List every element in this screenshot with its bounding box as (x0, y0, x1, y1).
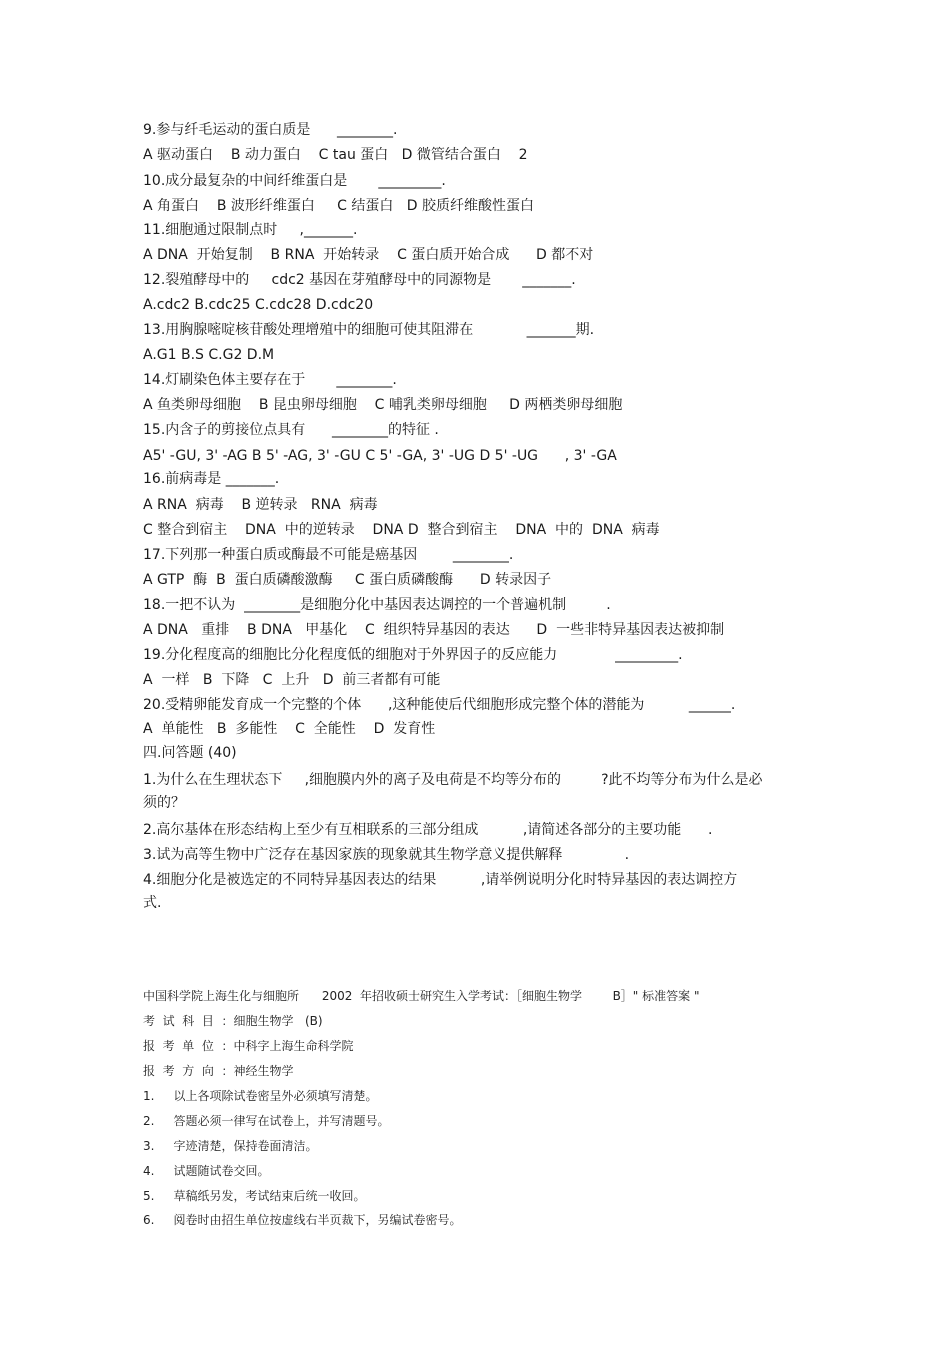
instruction-item: 5. 草稿纸另发，考试结束后统一收回。 (143, 1189, 366, 1203)
question-10: 10.成分最复杂的中间纤维蛋白是 _________. (143, 173, 446, 189)
instruction-item: 6. 阅卷时由招生单位按虚线右半页裁下，另编试卷密号。 (143, 1213, 462, 1227)
question-19-options: A 一样 B 下降 C 上升 D 前三者都有可能 (143, 672, 441, 688)
question-19: 19.分化程度高的细胞比分化程度低的细胞对于外界因子的反应能力 _________. (143, 647, 683, 663)
essay-question-2: 2.高尔基体在形态结构上至少有互相联系的三部分组成 ,请简述各部分的主要功能 . (143, 822, 713, 838)
essay-question-1: 1.为什么在生理状态下 ,细胞膜内外的离子及电荷是不均等分布的 ?此不均等分布为什么是必 (143, 772, 763, 788)
question-9-options: A 驱动蛋白 B 动力蛋白 C tau 蛋白 D 微管结合蛋白 2 (143, 147, 528, 163)
question-11-options: A DNA 开始复制 B RNA 开始转录 C 蛋白质开始合成 D 都不对 (143, 247, 594, 263)
exam-unit: 报 考 单 位 ：中科字上海生命科学院 (143, 1039, 354, 1053)
question-10-options: A 角蛋白 B 波形纤维蛋白 C 结蛋白 D 胶质纤维酸性蛋白 (143, 198, 534, 214)
question-13: 13.用胸腺嘧啶核苷酸处理增殖中的细胞可使其阻滞在 _______期. (143, 322, 595, 338)
question-20: 20.受精卵能发育成一个完整的个体 ,这种能使后代细胞形成完整个体的潜能为 ______. (143, 697, 736, 713)
instruction-item: 1. 以上各项除试卷密呈外必须填写清楚。 (143, 1089, 378, 1103)
question-17-options: A GTP 酶 B 蛋白质磷酸激酶 C 蛋白质磷酸酶 D 转录因子 (143, 572, 552, 588)
question-15-options: A5' -GU, 3' -AG B 5' -AG, 3' -GU C 5' -GA, 3' -UG D 5' -UG , 3' -GA (143, 448, 617, 464)
question-14-options: A 鱼类卵母细胞 B 昆虫卵母细胞 C 哺乳类卵母细胞 D 两栖类卵母细胞 (143, 397, 623, 413)
question-20-options: A 单能性 B 多能性 C 全能性 D 发育性 (143, 721, 436, 737)
essay-question-1-cont: 须的？ (143, 795, 185, 811)
exam-subject: 考 试 科 目 ：细胞生物学 (B) (143, 1014, 323, 1028)
essay-question-4: 4.细胞分化是被选定的不同特异基因表达的结果 ,请举例说明分化时特异基因的表达调控方 (143, 872, 738, 888)
question-15: 15.内含子的剪接位点具有 ________的特征 . (143, 422, 439, 438)
question-16-options-ab: A RNA 病毒 B 逆转录 RNA 病毒 (143, 497, 378, 513)
question-18-options: A DNA 重排 B DNA 甲基化 C 组织特异基因的表达 D 一些非特异基因表达被抑制 (143, 622, 725, 638)
question-16: 16.前病毒是 _______. (143, 471, 280, 487)
question-17: 17.下列那一种蛋白质或酶最不可能是癌基因 ________. (143, 547, 514, 563)
essay-question-4-cont: 式. (143, 895, 162, 911)
question-9: 9.参与纤毛运动的蛋白质是 ________. (143, 122, 398, 138)
instruction-item: 4. 试题随试卷交回。 (143, 1164, 270, 1178)
instruction-item: 3. 字迹清楚，保持卷面清洁。 (143, 1139, 318, 1153)
question-12: 12.裂殖酵母中的 cdc2 基因在芽殖酵母中的同源物是 _______. (143, 272, 576, 288)
instruction-item: 2. 答题必须一律写在试卷上，并写清题号。 (143, 1114, 390, 1128)
section-4-title: 四.问答题 (40) (143, 745, 237, 761)
question-13-options: A.G1 B.S C.G2 D.M (143, 347, 275, 363)
question-14: 14.灯刷染色体主要存在于 ________. (143, 372, 397, 388)
essay-question-3: 3.试为高等生物中广泛存在基因家族的现象就其生物学意义提供解释 . (143, 847, 630, 863)
exam-direction: 报 考 方 向 ：神经生物学 (143, 1064, 294, 1078)
question-16-options-cd: C 整合到宿主 DNA 中的逆转录 DNA D 整合到宿主 DNA 中的 DNA 病毒 (143, 522, 660, 538)
question-11: 11.细胞通过限制点时 ,_______. (143, 222, 358, 238)
question-18: 18.一把不认为 ________是细胞分化中基因表达调控的一个普遍机制 . (143, 597, 611, 613)
question-12-options: A.cdc2 B.cdc25 C.cdc28 D.cdc20 (143, 297, 374, 313)
exam-header-title: 中国科学院上海生化与细胞所 2002 年招收硕士研究生入学考试：［细胞生物学 B］" 标准答案 " (143, 989, 700, 1003)
